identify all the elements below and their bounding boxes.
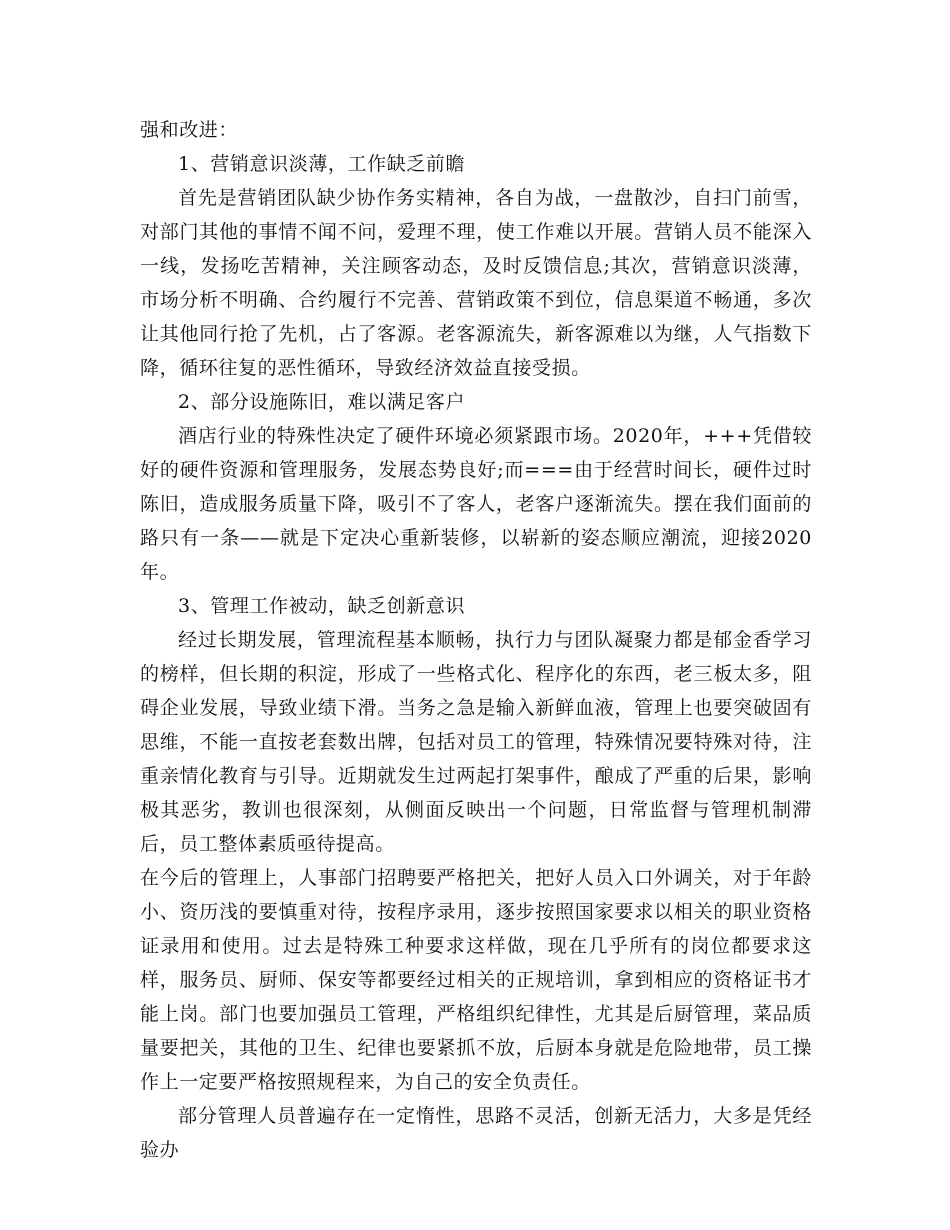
section-heading-1: 1、营销意识淡薄，工作缺乏前瞻 bbox=[178, 153, 466, 175]
section-heading-3: 3、管理工作被动，缺乏创新意识 bbox=[178, 595, 466, 617]
paragraph-staff-inertia: 部分管理人员普遍存在一定惰性，思路不灵活，创新无活力，大多是凭经验办 bbox=[140, 1105, 812, 1161]
paragraph-continuation: 强和改进： bbox=[140, 119, 239, 141]
section-heading-2: 2、部分设施陈旧，难以满足客户 bbox=[178, 391, 466, 413]
paragraph-marketing: 首先是营销团队缺少协作务实精神，各自为战，一盘散沙，自扫门前雪，对部门其他的事情不闻不问，爱理不理，使工作难以开展。营销人员不能深入一线，发扬吃苦精神，关注顾客动态，及时反馈信息;其次，营销意识淡薄，市场分析不明确、合约履行不完善、营销政策不到位，信息渠道不畅通，多次让其他同行抢了先机，占了客源。老客源流失，新客源难以为继，人气指数下降，循环往复的恶性循环，导致经济效益直接受损。 bbox=[140, 187, 812, 379]
paragraph-facilities: 酒店行业的特殊性决定了硬件环境必须紧跟市场。2020年，+++凭借较好的硬件资源和管理服务，发展态势良好;而===由于经营时间长，硬件过时陈旧，造成服务质量下降，吸引不了客人，老客户逐渐流失。摆在我们面前的路只有一条——就是下定决心重新装修，以崭新的姿态顺应潮流，迎接2020年。 bbox=[140, 425, 812, 583]
paragraph-management: 经过长期发展，管理流程基本顺畅，执行力与团队凝聚力都是郁金香学习的榜样，但长期的积淀，形成了一些格式化、程序化的东西，老三板太多，阻碍企业发展，导致业绩下滑。当务之急是输入新鲜血液，管理上也要突破固有思维，不能一直按老套数出牌，包括对员工的管理，特殊情况要特殊对待，注重亲情化教育与引导。近期就发生过两起打架事件，酿成了严重的后果，影响极其恶劣，教训也很深刻，从侧面反映出一个问题，日常监督与管理机制滞后，员工整体素质亟待提高。 bbox=[140, 629, 812, 855]
document-body bbox=[140, 113, 812, 1167]
paragraph-hr: 在今后的管理上，人事部门招聘要严格把关，把好人员入口外调关，对于年龄小、资历浅的要慎重对待，按程序录用，逐步按照国家要求以相关的职业资格证录用和使用。过去是特殊工种要求这样做，现在几乎所有的岗位都要求这样，服务员、厨师、保安等都要经过相关的正规培训，拿到相应的资格证书才能上岗。部门也要加强员工管理，严格组织纪律性，尤其是后厨管理，菜品质量要把关，其他的卫生、纪律也要紧抓不放，后厨本身就是危险地带，员工操作上一定要严格按照规程来，为自己的安全负责任。 bbox=[140, 867, 812, 1093]
